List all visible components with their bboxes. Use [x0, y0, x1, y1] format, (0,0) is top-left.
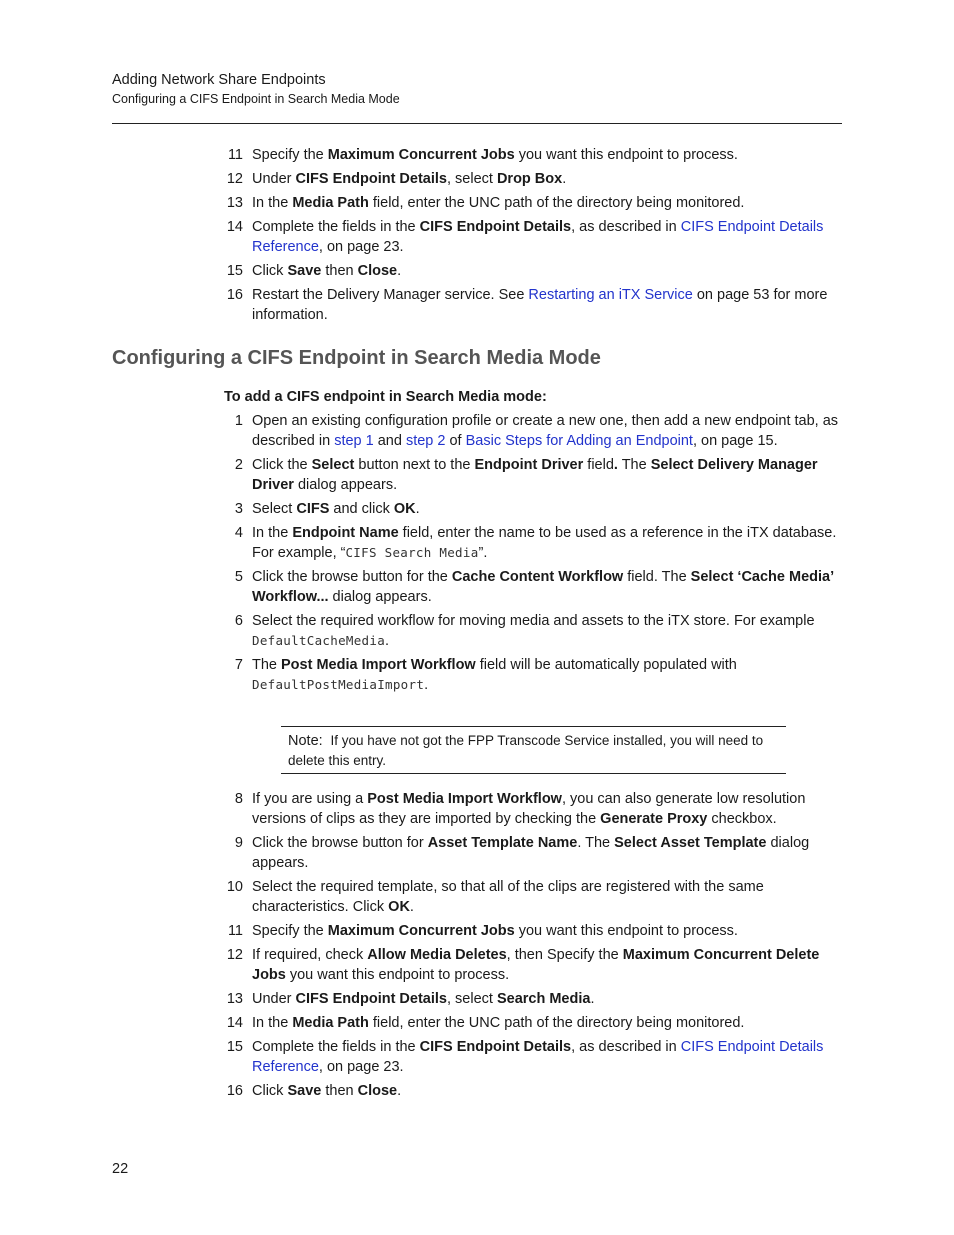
- ui-term: Save: [287, 263, 322, 279]
- step-number: 14: [226, 1015, 243, 1031]
- steps-list-search-media-part2: [222, 789, 842, 1105]
- step-number: 12: [226, 171, 243, 187]
- step-text: Specify the: [252, 147, 328, 163]
- ui-term: Cache Content Workflow: [451, 569, 624, 585]
- step-text: Click the browse button for the: [252, 569, 452, 585]
- ui-term: Generate Proxy: [600, 811, 708, 827]
- step-number: 1: [234, 413, 243, 429]
- step-text: The: [252, 657, 282, 673]
- header-divider: [112, 123, 842, 124]
- ui-term: Select Asset Template: [614, 835, 767, 851]
- step-text: .: [590, 991, 595, 1007]
- step-number: 16: [226, 287, 243, 303]
- list-item: [222, 261, 842, 281]
- ui-term: Maximum Concurrent Delete Jobs: [252, 947, 820, 983]
- step-text: field will be automatically populated with: [475, 657, 737, 673]
- step-text: , then Specify the: [506, 947, 623, 963]
- ui-term: Endpoint Driver: [474, 457, 584, 473]
- ui-term: Maximum Concurrent Jobs: [327, 147, 515, 163]
- step-number: 12: [226, 947, 243, 963]
- list-item: [222, 455, 842, 495]
- list-item: [222, 285, 842, 325]
- ui-term: Close: [357, 1083, 398, 1099]
- ui-term: Select: [311, 457, 355, 473]
- step-text: Complete the fields in the: [252, 1039, 420, 1055]
- step-text: , as described in: [571, 1039, 681, 1055]
- ui-term: Select Delivery Manager Driver: [252, 457, 818, 493]
- step-number: 6: [234, 613, 243, 629]
- step-text: Select the required template, so that all of the clips are registered with the same characteristics. Click: [252, 879, 764, 915]
- steps-list-drop-box: [222, 145, 842, 329]
- ui-term: Endpoint Name: [292, 525, 399, 541]
- step-text: Restart the Delivery Manager service. See: [252, 287, 529, 303]
- cross-reference-link[interactable]: step 1: [334, 433, 374, 449]
- list-item: [222, 1081, 842, 1101]
- step-text: Under: [252, 171, 296, 187]
- cross-reference-link[interactable]: Restarting an iTX Service: [528, 287, 693, 303]
- header-chapter-title: Adding Network Share Endpoints: [112, 72, 326, 88]
- list-item: [222, 655, 842, 695]
- ui-term: CIFS Endpoint Details: [295, 171, 447, 187]
- step-text: .: [562, 171, 567, 187]
- note-box: [281, 726, 786, 774]
- step-text: , on page 15.: [692, 433, 778, 449]
- step-text: dialog appears.: [328, 589, 432, 605]
- step-number: 13: [226, 991, 243, 1007]
- ui-term: Close: [357, 263, 398, 279]
- ui-term: CIFS Endpoint Details: [419, 219, 572, 235]
- step-text: .: [385, 633, 390, 649]
- step-text: In the: [252, 525, 293, 541]
- step-text: Select the required workflow for moving media and assets to the iTX store. For example: [252, 613, 815, 629]
- ui-term: Maximum Concurrent Jobs: [327, 923, 515, 939]
- cross-reference-link[interactable]: CIFS Endpoint Details Reference: [252, 219, 824, 255]
- procedure-title: To add a CIFS endpoint in Search Media mode:: [224, 389, 547, 405]
- step-text: then: [321, 1083, 358, 1099]
- ui-term: Media Path: [292, 195, 369, 211]
- code-value: DefaultPostMediaImport: [252, 677, 425, 692]
- list-item: [222, 1037, 842, 1077]
- list-item: [222, 921, 842, 941]
- ui-term: Select ‘Cache Media’ Workflow...: [252, 569, 834, 605]
- step-text: , select: [446, 991, 497, 1007]
- step-text: , on page 23.: [318, 1059, 404, 1075]
- step-number: 5: [234, 569, 243, 585]
- step-text: . The: [577, 835, 615, 851]
- step-text: field, enter the UNC path of the directory being monitored.: [368, 1015, 745, 1031]
- ui-term: CIFS: [296, 501, 330, 517]
- step-number: 15: [226, 263, 243, 279]
- header-section-title: Configuring a CIFS Endpoint in Search Media Mode: [112, 92, 400, 106]
- step-text: Select: [252, 501, 297, 517]
- step-text: , you can also generate low resolution versions of clips as they are imported by checking the: [252, 791, 806, 827]
- step-text: , on page 23.: [318, 239, 404, 255]
- step-text: you want this endpoint to process.: [514, 923, 738, 939]
- ui-term: Drop Box: [496, 171, 563, 187]
- step-text: of: [445, 433, 466, 449]
- list-item: [222, 145, 842, 165]
- step-text: field, enter the UNC path of the directory being monitored.: [368, 195, 745, 211]
- step-text: Click: [252, 1083, 288, 1099]
- step-number: 13: [226, 195, 243, 211]
- ui-term: Post Media Import Workflow: [367, 791, 562, 807]
- step-text: on page 53 for more information.: [252, 287, 828, 323]
- note-label: Note:: [288, 733, 323, 749]
- step-text: field: [583, 457, 614, 473]
- step-number: 11: [227, 147, 243, 163]
- step-number: 9: [234, 835, 243, 851]
- ui-term: CIFS Endpoint Details: [419, 1039, 572, 1055]
- step-text: If required, check: [252, 947, 368, 963]
- code-value: CIFS Search Media: [345, 545, 479, 560]
- step-text: The: [617, 457, 651, 473]
- list-item: [222, 611, 842, 651]
- ui-term: Search Media: [496, 991, 591, 1007]
- list-item: [222, 411, 842, 451]
- step-text: , as described in: [571, 219, 681, 235]
- step-text: and: [373, 433, 406, 449]
- list-item: [222, 217, 842, 257]
- step-number: 4: [234, 525, 243, 541]
- step-text: .: [409, 899, 414, 915]
- list-item: [222, 499, 842, 519]
- step-text: In the: [252, 195, 293, 211]
- list-item: [222, 523, 842, 563]
- list-item: [222, 1013, 842, 1033]
- ui-term: CIFS Endpoint Details: [295, 991, 447, 1007]
- ui-term: Save: [287, 1083, 322, 1099]
- step-number: 14: [226, 219, 243, 235]
- list-item: [222, 945, 842, 985]
- step-text: Open an existing configuration profile or create a new one, then add a new endpoint tab, as described in: [252, 413, 839, 449]
- step-number: 3: [234, 501, 243, 517]
- cross-reference-link[interactable]: step 2: [405, 433, 446, 449]
- step-number: 11: [227, 923, 243, 939]
- step-text: Complete the fields in the: [252, 219, 420, 235]
- list-item: [222, 193, 842, 213]
- step-text: , select: [446, 171, 497, 187]
- step-text: Under: [252, 991, 296, 1007]
- section-heading: Configuring a CIFS Endpoint in Search Media Mode: [112, 347, 601, 369]
- cross-reference-link[interactable]: CIFS Endpoint Details Reference: [252, 1039, 824, 1075]
- step-text: and click: [329, 501, 394, 517]
- step-text: .: [397, 263, 402, 279]
- step-text: ”.: [478, 545, 488, 561]
- step-text: Click: [252, 263, 288, 279]
- ui-term: OK: [388, 899, 410, 915]
- step-text: button next to the: [354, 457, 475, 473]
- step-text: you want this endpoint to process.: [285, 967, 510, 983]
- step-number: 10: [226, 879, 243, 895]
- list-item: [222, 877, 842, 917]
- step-text: field. The: [623, 569, 691, 585]
- ui-term: .: [613, 457, 618, 473]
- ui-term: OK: [393, 501, 416, 517]
- step-number: 7: [234, 657, 243, 673]
- step-text: you want this endpoint to process.: [514, 147, 738, 163]
- ui-term: Allow Media Deletes: [367, 947, 507, 963]
- page-number: 22: [112, 1161, 129, 1177]
- step-text: field, enter the name to be used as a reference in the iTX database. For example, “: [252, 525, 837, 561]
- ui-term: Post Media Import Workflow: [281, 657, 476, 673]
- step-text: Click the: [252, 457, 312, 473]
- note-text: If you have not got the FPP Transcode Service installed, you will need to delete this entry.: [288, 733, 764, 768]
- list-item: [222, 169, 842, 189]
- step-text: If you are using a: [252, 791, 368, 807]
- step-text: checkbox.: [707, 811, 777, 827]
- cross-reference-link[interactable]: Basic Steps for Adding an Endpoint: [465, 433, 693, 449]
- step-number: 8: [234, 791, 243, 807]
- code-value: DefaultCacheMedia: [252, 633, 386, 648]
- list-item: [222, 833, 842, 873]
- running-header: [112, 70, 400, 108]
- step-text: Click the browse button for: [252, 835, 428, 851]
- step-text: then: [321, 263, 358, 279]
- steps-list-search-media-part1: [222, 411, 842, 699]
- step-text: .: [424, 677, 429, 693]
- step-number: 2: [234, 457, 243, 473]
- step-number: 16: [226, 1083, 243, 1099]
- step-text: .: [397, 1083, 402, 1099]
- step-text: dialog appears.: [252, 835, 810, 871]
- list-item: [222, 567, 842, 607]
- ui-term: Media Path: [292, 1015, 369, 1031]
- step-text: dialog appears.: [293, 477, 398, 493]
- step-text: Specify the: [252, 923, 328, 939]
- list-item: [222, 989, 842, 1009]
- step-number: 15: [226, 1039, 243, 1055]
- ui-term: Asset Template Name: [427, 835, 578, 851]
- list-item: [222, 789, 842, 829]
- step-text: In the: [252, 1015, 293, 1031]
- step-text: .: [415, 501, 420, 517]
